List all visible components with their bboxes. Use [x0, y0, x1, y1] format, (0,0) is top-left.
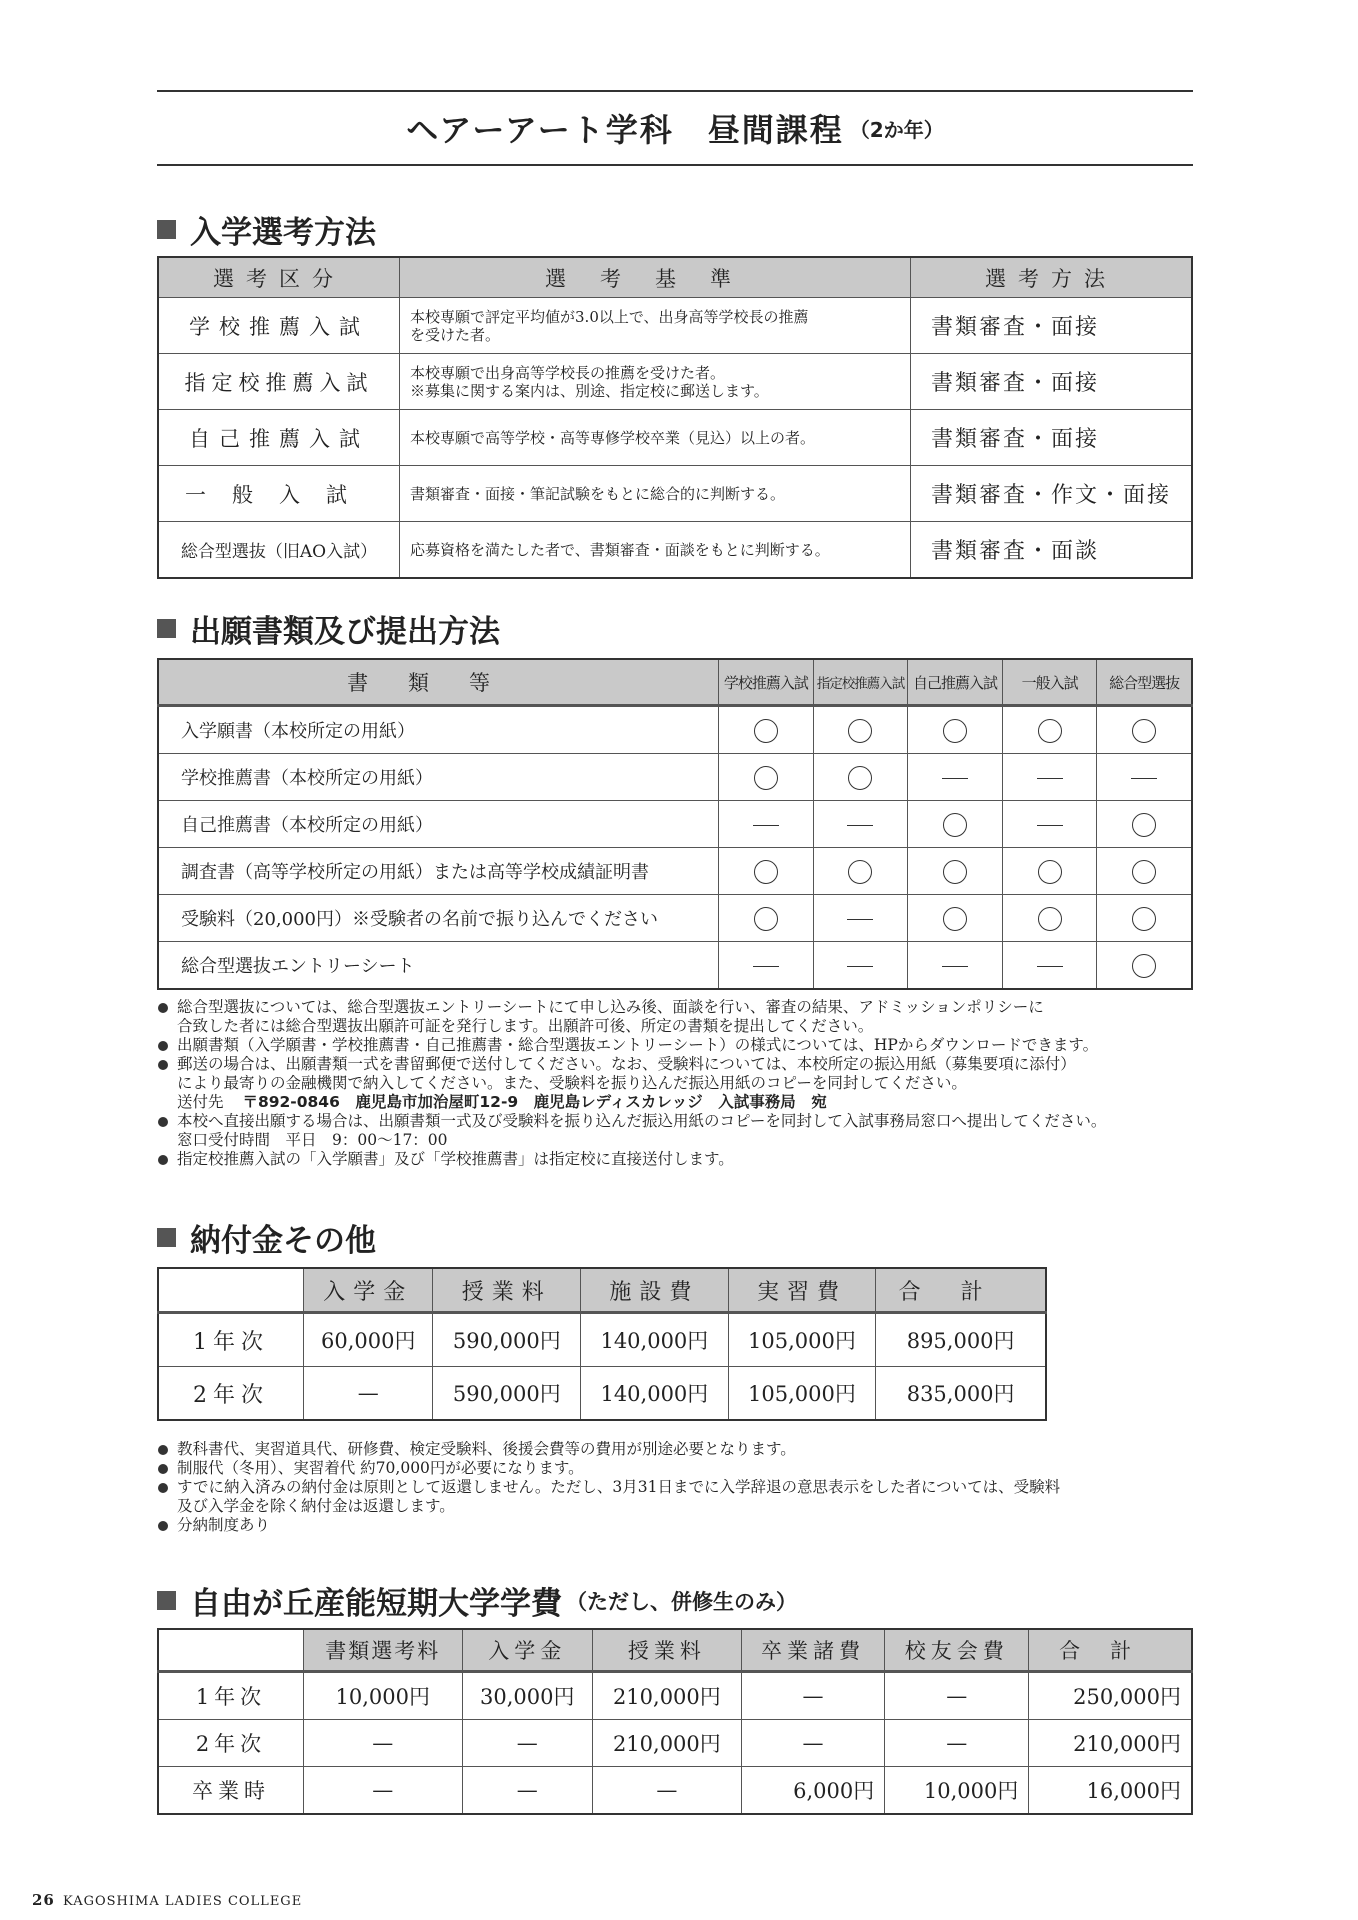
table-row — [158, 754, 1192, 801]
header-cell: 合計 — [1029, 1629, 1192, 1672]
requirement-cell — [1002, 706, 1097, 754]
table-row — [158, 522, 1192, 579]
requirement-cell — [1097, 706, 1192, 754]
fee-cell: — — [304, 1367, 433, 1421]
header-blank-cell — [158, 1629, 304, 1672]
requirement-cell — [1002, 848, 1097, 895]
note-item — [157, 1036, 1106, 1055]
selection-method: 書類審査・面接 — [911, 298, 1193, 354]
selection-kind: 指定校推薦入試 — [158, 354, 400, 410]
table-row — [158, 801, 1192, 848]
dash-mark-icon — [753, 825, 779, 826]
dash-mark-icon — [1037, 966, 1063, 967]
requirement-cell — [1002, 895, 1097, 942]
selection-method: 書類審査・面接 — [911, 354, 1193, 410]
criteria-line: 書類審査・面接・筆記試験をもとに総合的に判断する。 — [410, 484, 786, 503]
page-number: 26 — [32, 1891, 55, 1909]
header-cell: 卒業諸費 — [741, 1629, 884, 1672]
dash-mark-icon — [847, 919, 873, 920]
circle-mark-icon — [943, 813, 967, 837]
requirement-cell — [1097, 801, 1192, 848]
application-notes — [157, 998, 1106, 1169]
fee-cell: — — [741, 1720, 884, 1767]
fee-cell: 10,000円 — [885, 1767, 1029, 1815]
requirement-cell — [1002, 754, 1097, 801]
requirement-cell — [908, 754, 1003, 801]
document-name: 調査書（高等学校所定の用紙）または高等学校成績証明書 — [158, 848, 719, 895]
dash-mark-icon — [847, 966, 873, 967]
address-label: 送付先 — [177, 1093, 224, 1111]
requirement-cell — [719, 801, 814, 848]
selection-kind: 自己推薦入試 — [158, 410, 400, 466]
header-cell: 合計 — [876, 1268, 1046, 1313]
table-header-row — [158, 659, 1192, 706]
page-subtitle: （2か年） — [849, 117, 944, 142]
table-row — [158, 942, 1192, 990]
requirement-cell — [813, 848, 908, 895]
table-header-row — [158, 1268, 1046, 1313]
document-name: 学校推薦書（本校所定の用紙） — [158, 754, 719, 801]
selection-method: 書類審査・作文・面接 — [911, 466, 1193, 522]
requirement-cell — [719, 895, 814, 942]
row-label: 1年次 — [158, 1313, 304, 1367]
header-cell: 書類等 — [158, 659, 719, 706]
header-cell: 学校推薦入試 — [719, 659, 814, 706]
requirement-cell — [1097, 848, 1192, 895]
selection-method: 書類審査・面談 — [911, 522, 1193, 579]
header-cell: 入学金 — [462, 1629, 592, 1672]
fee-cell: — — [885, 1672, 1029, 1720]
dash-mark-icon — [942, 966, 968, 967]
table-row — [158, 706, 1192, 754]
criteria-line: ※募集に関する案内は、別途、指定校に郵送します。 — [410, 381, 769, 400]
document-name: 自己推薦書（本校所定の用紙） — [158, 801, 719, 848]
requirement-cell — [813, 801, 908, 848]
table-header-row — [158, 1629, 1192, 1672]
fee-cell: 105,000円 — [728, 1367, 876, 1421]
sanno-fees-table — [157, 1628, 1193, 1815]
fee-total-cell: 835,000円 — [876, 1367, 1046, 1421]
circle-mark-icon — [848, 719, 872, 743]
circle-mark-icon — [1038, 719, 1062, 743]
note-item — [157, 1150, 1106, 1169]
square-bullet-icon — [157, 1228, 176, 1247]
table-row — [158, 1720, 1192, 1767]
requirement-cell — [719, 942, 814, 990]
page-title-band — [157, 90, 1193, 166]
requirement-cell — [1097, 895, 1192, 942]
note-line: 総合型選抜については、総合型選抜エントリーシートにて申し込み後、面談を行い、審査の結果、アドミッションポリシーに — [177, 998, 1044, 1016]
note-line: 出願書類（入学願書・学校推薦書・自己推薦書・総合型選抜エントリーシート）の様式については、HPからダウンロードできます。 — [177, 1036, 1099, 1054]
circle-mark-icon — [1132, 907, 1156, 931]
selection-criteria — [400, 522, 911, 579]
documents-body — [158, 706, 1192, 990]
section-subtitle: （ただし、併修生のみ） — [566, 1589, 797, 1614]
requirement-cell — [1002, 801, 1097, 848]
header-cell: 実習費 — [728, 1268, 876, 1313]
dash-mark-icon — [1037, 778, 1063, 779]
criteria-line: 応募資格を満たした者で、書類審査・面談をもとに判断する。 — [410, 540, 830, 559]
requirement-cell — [908, 801, 1003, 848]
dash-mark-icon — [1037, 825, 1063, 826]
note-item: 制服代（冬用）、実習着代 約70,000円が必要になります。 — [157, 1459, 1060, 1478]
page-footer — [32, 1891, 302, 1909]
header-cell: 施設費 — [581, 1268, 729, 1313]
note-line: 及び入学金を除く納付金は返還します。 — [177, 1497, 455, 1515]
table-row — [158, 1367, 1046, 1421]
fee-cell: — — [593, 1767, 742, 1815]
requirement-cell — [908, 706, 1003, 754]
dash-mark-icon — [847, 825, 873, 826]
header-cell: 自己推薦入試 — [908, 659, 1003, 706]
note-item — [157, 1112, 1106, 1150]
header-cell: 選考方法 — [911, 257, 1193, 298]
selection-criteria — [400, 410, 911, 466]
note-line: 本校へ直接出願する場合は、出願書類一式及び受験料を振り込んだ振込用紙のコピーを同封して入試事務局窓口へ提出してください。 — [177, 1112, 1107, 1130]
note-item: 教科書代、実習道具代、研修費、検定受験料、後援会費等の費用が別途必要となります。 — [157, 1440, 1060, 1459]
row-label: 1年次 — [158, 1672, 304, 1720]
square-bullet-icon — [157, 619, 176, 638]
fee-total-cell: 210,000円 — [1029, 1720, 1192, 1767]
section-title: 出願書類及び提出方法 — [190, 614, 500, 650]
document-name: 総合型選抜エントリーシート — [158, 942, 719, 990]
header-cell: 授業料 — [433, 1268, 581, 1313]
fee-cell: — — [304, 1720, 463, 1767]
fee-cell: 590,000円 — [433, 1367, 581, 1421]
section-title: 自由が丘産能短期大学学費 — [190, 1586, 562, 1622]
college-name: KAGOSHIMA LADIES COLLEGE — [63, 1894, 303, 1909]
header-cell: 授業料 — [593, 1629, 742, 1672]
requirement-cell — [908, 895, 1003, 942]
fee-total-cell: 250,000円 — [1029, 1672, 1192, 1720]
table-row — [158, 354, 1192, 410]
fees-table — [157, 1267, 1047, 1421]
dash-mark-icon — [942, 778, 968, 779]
requirement-cell — [1002, 942, 1097, 990]
note-line: 窓口受付時間 平日 9：00～17：00 — [177, 1131, 448, 1149]
note-item — [157, 1055, 1106, 1093]
fee-cell: 105,000円 — [728, 1313, 876, 1367]
requirement-cell — [908, 848, 1003, 895]
section-title: 入学選考方法 — [190, 215, 376, 251]
circle-mark-icon — [943, 860, 967, 884]
fee-cell: 10,000円 — [304, 1672, 463, 1720]
header-cell: 選考基準 — [400, 257, 911, 298]
section-title: 納付金その他 — [190, 1223, 376, 1259]
table-row — [158, 848, 1192, 895]
fee-cell: — — [885, 1720, 1029, 1767]
fee-cell: 140,000円 — [581, 1313, 729, 1367]
circle-mark-icon — [1132, 860, 1156, 884]
fee-notes — [157, 1440, 1060, 1535]
section-heading-selection — [157, 207, 376, 252]
fee-cell: — — [304, 1767, 463, 1815]
header-cell: 校友会費 — [885, 1629, 1029, 1672]
table-header-row — [158, 257, 1192, 298]
note-item — [157, 998, 1106, 1036]
selection-criteria — [400, 354, 911, 410]
dash-mark-icon — [753, 966, 779, 967]
header-cell: 選考区分 — [158, 257, 400, 298]
note-item: 分納制度あり — [157, 1516, 1060, 1535]
header-cell: 総合型選抜 — [1097, 659, 1192, 706]
selection-kind: 一般入試 — [158, 466, 400, 522]
square-bullet-icon — [157, 1591, 176, 1610]
table-row — [158, 298, 1192, 354]
fee-total-cell: 16,000円 — [1029, 1767, 1192, 1815]
fee-cell: 6,000円 — [741, 1767, 884, 1815]
requirement-cell — [719, 754, 814, 801]
requirement-cell — [719, 848, 814, 895]
square-bullet-icon — [157, 220, 176, 239]
note-line: すでに納入済みの納付金は原則として返還しません。ただし、3月31日までに入学辞退の意思表示をした者については、受験料 — [177, 1478, 1061, 1496]
fee-cell: 210,000円 — [593, 1672, 742, 1720]
fee-cell: 210,000円 — [593, 1720, 742, 1767]
circle-mark-icon — [848, 766, 872, 790]
circle-mark-icon — [754, 766, 778, 790]
selection-criteria — [400, 298, 911, 354]
requirement-cell — [1097, 754, 1192, 801]
circle-mark-icon — [754, 719, 778, 743]
fee-cell: — — [741, 1672, 884, 1720]
fee-cell: 590,000円 — [433, 1313, 581, 1367]
circle-mark-icon — [1132, 954, 1156, 978]
header-blank-cell — [158, 1268, 304, 1313]
requirement-cell — [719, 706, 814, 754]
criteria-line: 本校専願で高等学校・高等専修学校卒業（見込）以上の者。 — [410, 428, 816, 447]
note-line: 郵送の場合は、出願書類一式を書留郵便で送付してください。なお、受験料については、本校所定の振込用紙（募集要項に添付） — [177, 1055, 1076, 1073]
document-name: 入学願書（本校所定の用紙） — [158, 706, 719, 754]
page-title: ヘアーアート学科 昼間課程 — [406, 111, 844, 149]
circle-mark-icon — [943, 907, 967, 931]
circle-mark-icon — [754, 907, 778, 931]
circle-mark-icon — [1132, 813, 1156, 837]
circle-mark-icon — [943, 719, 967, 743]
requirement-cell — [1097, 942, 1192, 990]
note-line: 合致した者には総合型選抜出願許可証を発行します。出願許可後、所定の書類を提出してください。 — [177, 1017, 874, 1035]
fee-cell: — — [462, 1767, 592, 1815]
selection-kind: 学校推薦入試 — [158, 298, 400, 354]
requirement-cell — [813, 754, 908, 801]
requirement-cell — [908, 942, 1003, 990]
row-label: 2年次 — [158, 1367, 304, 1421]
table-row — [158, 1313, 1046, 1367]
header-cell: 一般入試 — [1002, 659, 1097, 706]
note-address — [157, 1093, 1106, 1112]
row-label: 卒業時 — [158, 1767, 304, 1815]
fee-cell: 30,000円 — [462, 1672, 592, 1720]
header-cell: 指定校推薦入試 — [813, 659, 908, 706]
documents-table — [157, 658, 1193, 990]
header-cell: 入学金 — [304, 1268, 433, 1313]
fee-cell: — — [462, 1720, 592, 1767]
circle-mark-icon — [848, 860, 872, 884]
selection-criteria — [400, 466, 911, 522]
circle-mark-icon — [1132, 719, 1156, 743]
note-line: 指定校推薦入試の「入学願書」及び「学校推薦書」は指定校に直接送付します。 — [177, 1150, 734, 1168]
header-cell: 書類選考料 — [304, 1629, 463, 1672]
fee-cell: 140,000円 — [581, 1367, 729, 1421]
circle-mark-icon — [1038, 907, 1062, 931]
table-row — [158, 895, 1192, 942]
sanno-body — [158, 1672, 1192, 1815]
requirement-cell — [813, 895, 908, 942]
selection-table — [157, 256, 1193, 579]
circle-mark-icon — [754, 860, 778, 884]
section-heading-documents — [157, 606, 500, 651]
note-item — [157, 1478, 1060, 1516]
row-label: 2年次 — [158, 1720, 304, 1767]
address-text: 〒892-0846 鹿児島市加治屋町12-9 鹿児島レディスカレッジ 入試事務局 宛 — [242, 1093, 827, 1111]
table-row — [158, 1672, 1192, 1720]
section-heading-sanno — [157, 1578, 797, 1623]
criteria-line: 本校専願で評定平均値が3.0以上で、出身高等学校長の推薦 — [410, 307, 809, 326]
fee-total-cell: 895,000円 — [876, 1313, 1046, 1367]
fee-cell: 60,000円 — [304, 1313, 433, 1367]
note-line: により最寄りの金融機関で納入してください。また、受験料を振り込んだ振込用紙のコピーを同封してください。 — [177, 1074, 967, 1092]
criteria-line: 本校専願で出身高等学校長の推薦を受けた者。 — [410, 363, 726, 382]
table-row — [158, 466, 1192, 522]
requirement-cell — [813, 942, 908, 990]
requirement-cell — [813, 706, 908, 754]
table-row — [158, 410, 1192, 466]
criteria-line: を受けた者。 — [410, 325, 501, 344]
selection-kind: 総合型選抜（旧AO入試） — [158, 522, 400, 579]
section-heading-fees — [157, 1215, 376, 1260]
circle-mark-icon — [1038, 860, 1062, 884]
dash-mark-icon — [1131, 778, 1157, 779]
selection-method: 書類審査・面接 — [911, 410, 1193, 466]
table-row — [158, 1767, 1192, 1815]
document-name: 受験料（20,000円）※受験者の名前で振り込んでください — [158, 895, 719, 942]
